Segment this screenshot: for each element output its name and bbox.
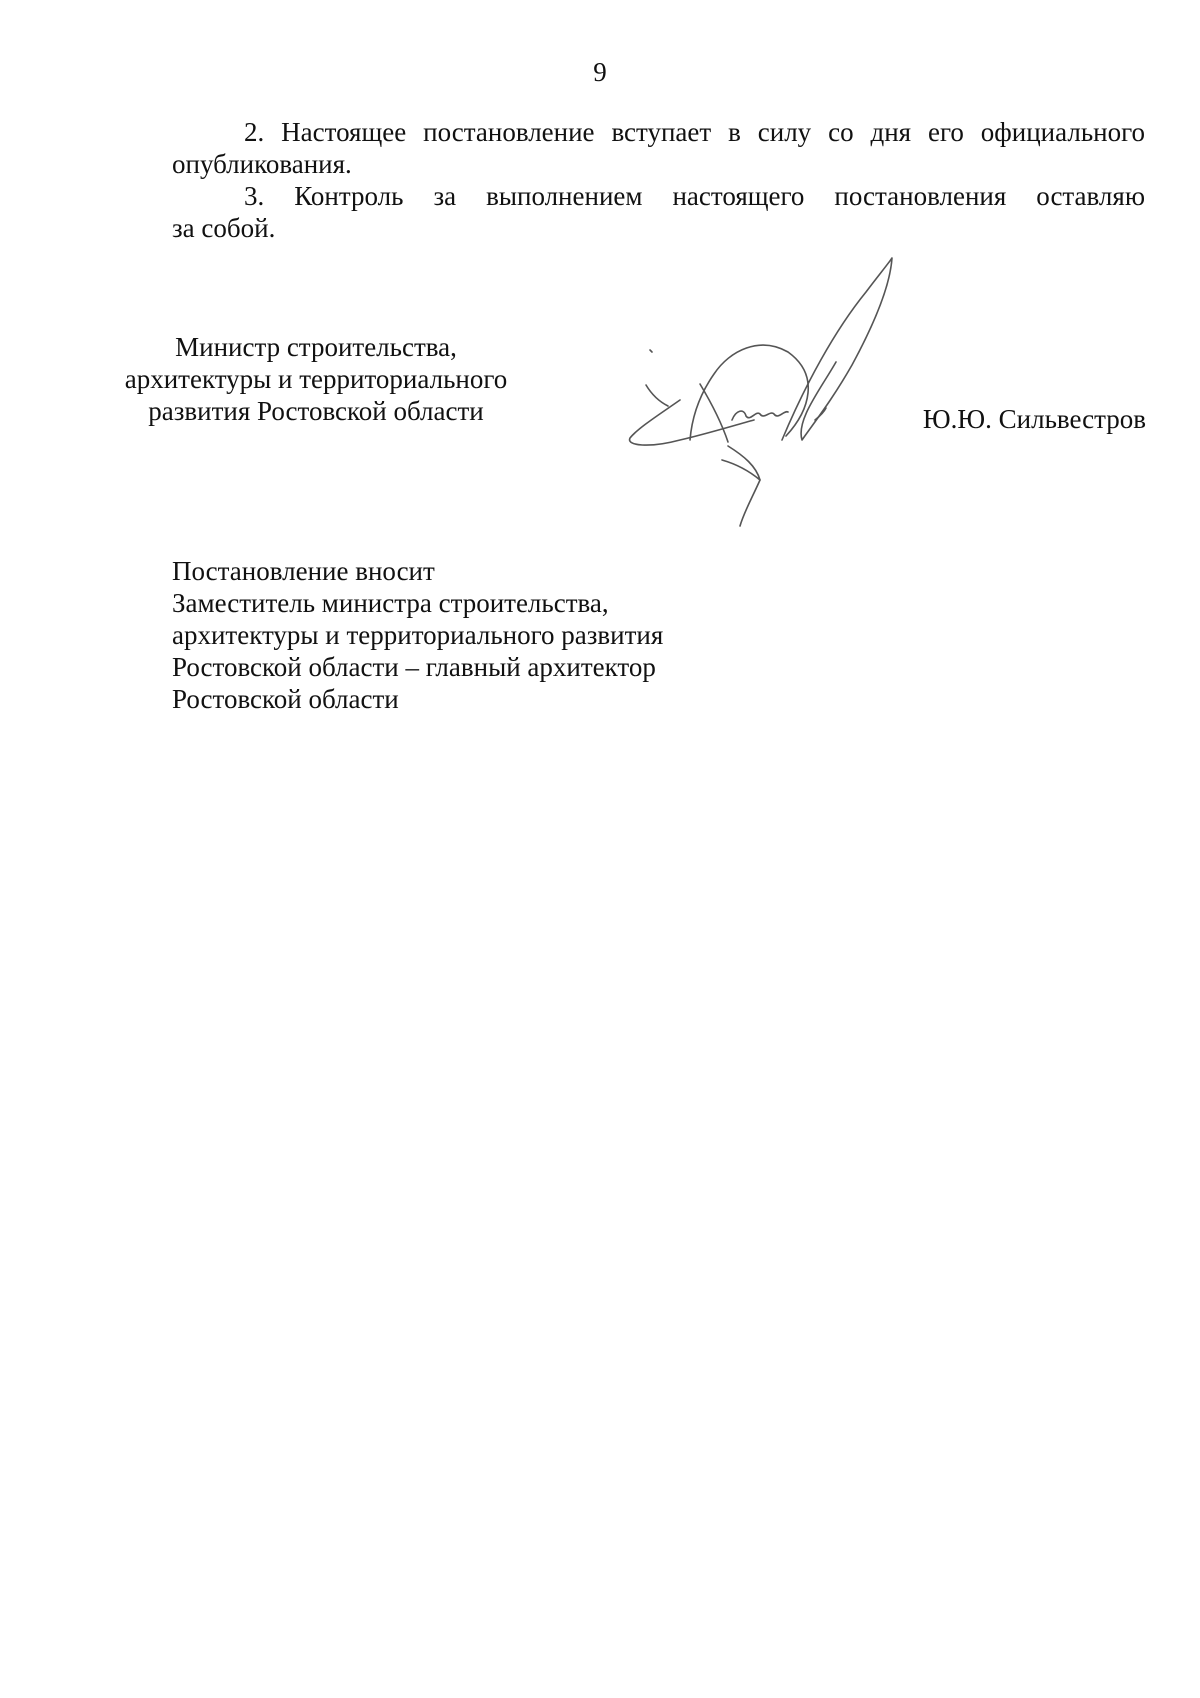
page-number: 9 bbox=[593, 57, 607, 87]
signature-icon bbox=[620, 250, 920, 535]
submitter-line: Ростовской области – главный архитектор bbox=[172, 652, 656, 682]
submitter-line: архитектуры и территориального развития bbox=[172, 620, 664, 650]
signatory-position-line: Министр строительства, bbox=[175, 332, 457, 362]
signatory-position bbox=[106, 331, 526, 427]
paragraph-3-line-2: за собой. bbox=[172, 213, 276, 243]
paragraph-3-line-1: 3. Контроль за выполнением настоящего постановления оставляю bbox=[244, 181, 1145, 211]
submitter-line: Заместитель министра строительства, bbox=[172, 588, 609, 618]
submitter-line: Ростовской области bbox=[172, 684, 399, 714]
paragraph-3 bbox=[172, 180, 1145, 244]
signatory-position-line: архитектуры и территориального bbox=[124, 364, 508, 394]
signatory-name: Ю.Ю. Сильвестров bbox=[922, 404, 1146, 434]
submitter-line: Постановление вносит bbox=[172, 556, 435, 586]
paragraph-2 bbox=[172, 116, 1145, 180]
signatory-position-line: развития Ростовской области bbox=[148, 396, 484, 426]
submitter-block bbox=[172, 555, 663, 715]
paragraph-2-line-2: опубликования. bbox=[172, 149, 352, 179]
paragraph-2-line-1: 2. Настоящее постановление вступает в силу со дня его официального bbox=[244, 117, 1145, 147]
